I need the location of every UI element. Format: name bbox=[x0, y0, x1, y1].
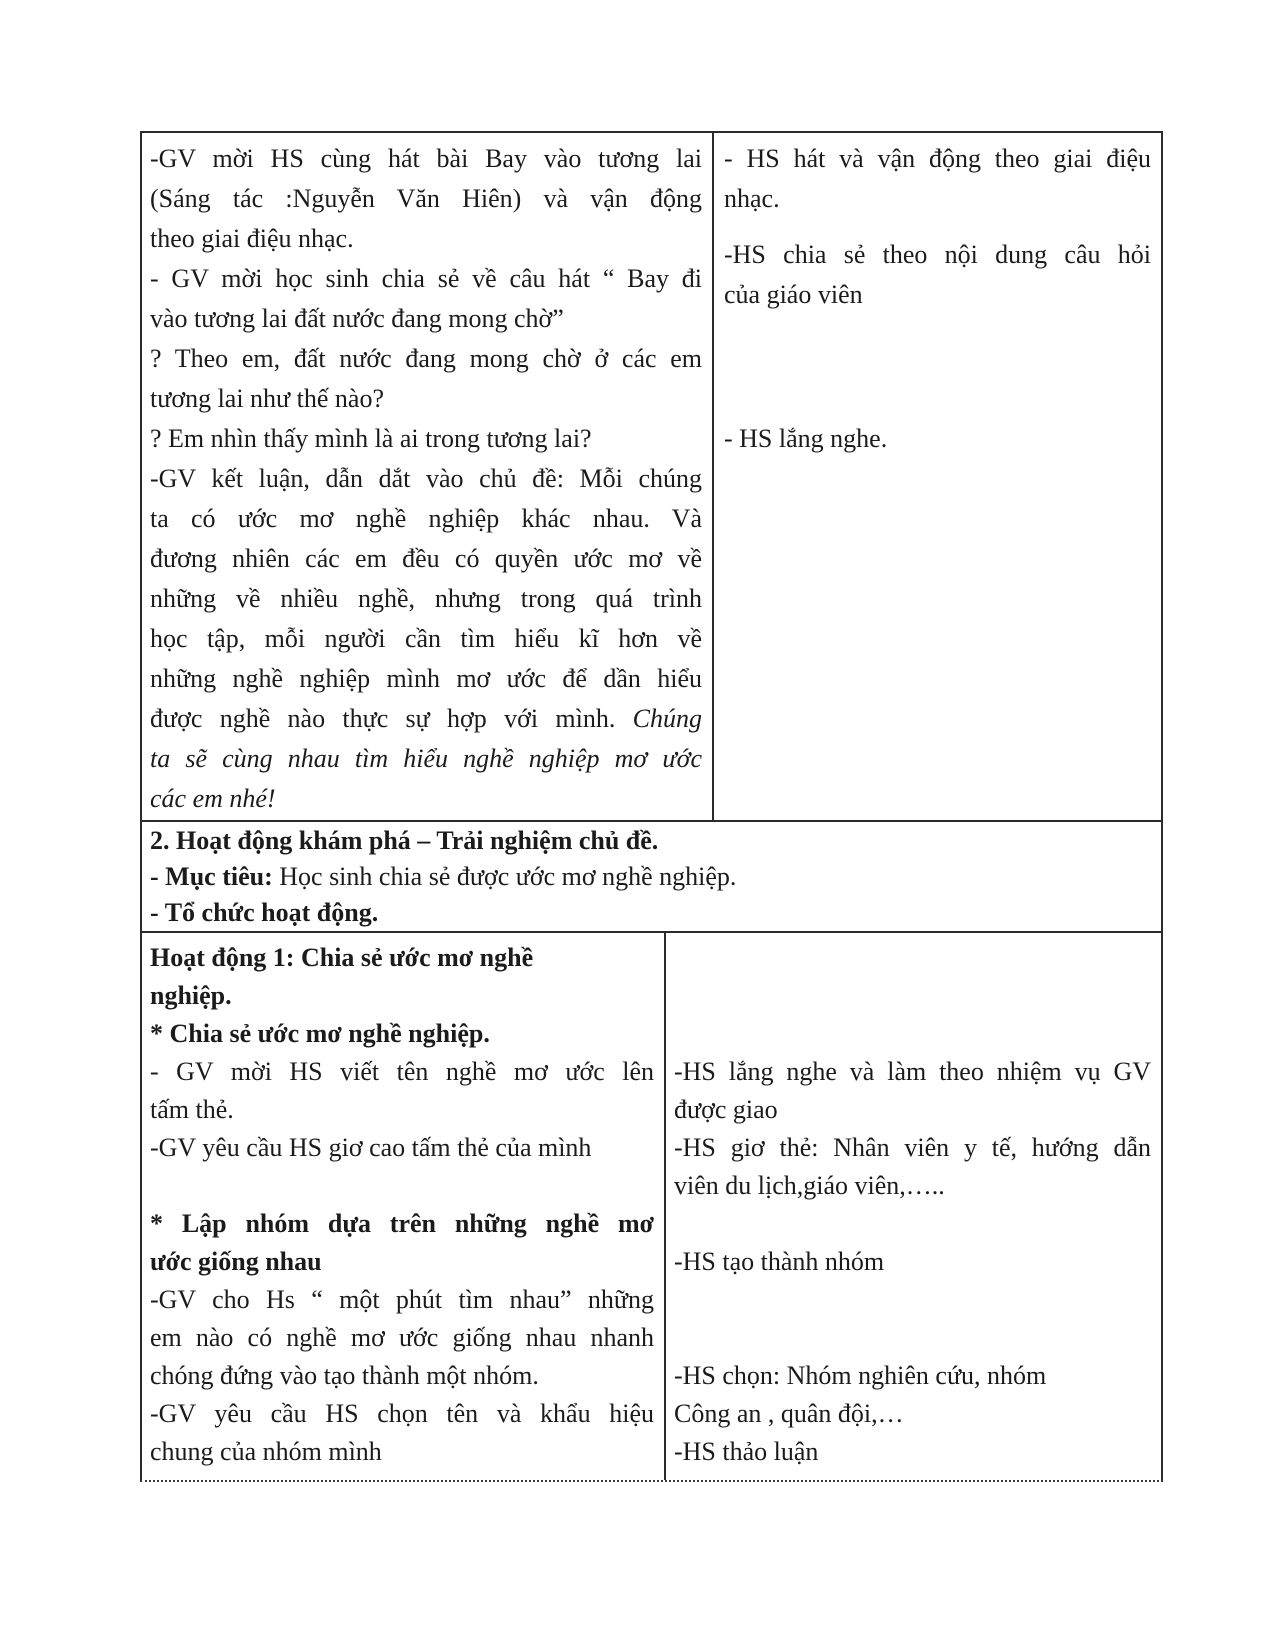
blank-line bbox=[674, 1319, 1151, 1357]
text-line bbox=[150, 739, 702, 779]
text-line bbox=[674, 1395, 1151, 1433]
text-line bbox=[150, 1243, 654, 1281]
text-line bbox=[150, 1395, 654, 1433]
text-line bbox=[150, 859, 1149, 895]
text-segment: chóng đứng vào tạo thành một nhóm. bbox=[150, 1361, 539, 1390]
text-line bbox=[674, 1053, 1151, 1091]
section2-header-cell bbox=[142, 822, 1161, 931]
text-segment: tấm thẻ. bbox=[150, 1095, 234, 1124]
text-line bbox=[150, 579, 702, 619]
text-segment: - Tổ chức hoạt động. bbox=[150, 898, 379, 927]
text-line bbox=[724, 419, 1151, 459]
blank-line bbox=[674, 1015, 1151, 1053]
text-segment: ước giống nhau bbox=[150, 1247, 322, 1276]
text-segment: của giáo viên bbox=[724, 280, 863, 309]
text-segment: ta có ước mơ nghề nghiệp khác nhau. Và bbox=[150, 504, 702, 533]
text-line bbox=[150, 539, 702, 579]
text-segment: - HS lắng nghe. bbox=[724, 424, 888, 453]
text-line bbox=[150, 339, 702, 379]
text-segment: -GV kết luận, dẫn dắt vào chủ đề: Mỗi chúng bbox=[150, 464, 702, 493]
text-segment: đương nhiên các em đều có quyền ước mơ về bbox=[150, 544, 702, 573]
text-line bbox=[674, 1167, 1151, 1205]
text-segment: - GV mời học sinh chia sẻ về câu hát “ Bay đi bbox=[150, 264, 702, 293]
warmup-gv-activities-cell bbox=[142, 133, 714, 820]
text-line bbox=[150, 459, 702, 499]
text-segment: -GV yêu cầu HS chọn tên và khẩu hiệu bbox=[150, 1399, 654, 1428]
text-line bbox=[150, 179, 702, 219]
text-segment: -HS giơ thẻ: Nhân viên y tế, hướng dẫn bbox=[674, 1133, 1151, 1162]
text-line bbox=[150, 139, 702, 179]
text-line bbox=[674, 1129, 1151, 1167]
text-line bbox=[150, 1281, 654, 1319]
text-segment: ? Theo em, đất nước đang mong chờ ở các em bbox=[150, 344, 702, 373]
row-warmup-activity bbox=[142, 133, 1161, 822]
text-line bbox=[150, 499, 702, 539]
text-line bbox=[150, 219, 702, 259]
text-segment: -HS chia sẻ theo nội dung câu hỏi bbox=[724, 240, 1151, 269]
text-segment: * Chia sẻ ước mơ nghề nghiệp. bbox=[150, 1019, 490, 1048]
text-segment: học tập, mỗi người cần tìm hiểu kĩ hơn về bbox=[150, 624, 702, 653]
text-line bbox=[674, 1091, 1151, 1129]
text-line bbox=[674, 1357, 1151, 1395]
text-segment: - HS hát và vận động theo giai điệu bbox=[724, 144, 1151, 173]
text-line bbox=[150, 1319, 654, 1357]
text-segment: viên du lịch,giáo viên,….. bbox=[674, 1171, 945, 1200]
text-segment: nghiệp. bbox=[150, 981, 232, 1010]
text-line bbox=[674, 1433, 1151, 1471]
text-segment: ? Em nhìn thấy mình là ai trong tương lai? bbox=[150, 424, 592, 453]
warmup-hs-activities-cell bbox=[714, 133, 1161, 820]
text-segment: (Sáng tác :Nguyễn Văn Hiên) và vận động bbox=[150, 184, 702, 213]
text-line bbox=[150, 699, 702, 739]
text-segment: Hoạt động 1: Chia sẻ ước mơ nghề bbox=[150, 943, 534, 972]
blank-line bbox=[150, 1167, 654, 1205]
text-line bbox=[150, 299, 702, 339]
text-segment: chung của nhóm mình bbox=[150, 1437, 382, 1466]
text-segment: những nghề nghiệp mình mơ ước để dần hiểu bbox=[150, 664, 702, 693]
text-line bbox=[150, 823, 1149, 859]
blank-line bbox=[674, 939, 1151, 977]
blank-line bbox=[674, 1281, 1151, 1319]
text-segment: - Mục tiêu: bbox=[150, 862, 280, 891]
text-segment: * Lập nhóm dựa trên những nghề mơ bbox=[150, 1209, 654, 1238]
text-segment: theo giai điệu nhạc. bbox=[150, 224, 354, 253]
text-line bbox=[674, 1243, 1151, 1281]
text-segment: -GV mời HS cùng hát bài Bay vào tương lai bbox=[150, 144, 702, 173]
text-segment: -GV yêu cầu HS giơ cao tấm thẻ của mình bbox=[150, 1133, 592, 1162]
text-line bbox=[150, 1015, 654, 1053]
text-segment: Công an , quân đội,… bbox=[674, 1399, 904, 1428]
text-line bbox=[150, 419, 702, 459]
text-segment: - GV mời HS viết tên nghề mơ ước lên bbox=[150, 1057, 654, 1086]
text-line bbox=[150, 977, 654, 1015]
text-segment: được giao bbox=[674, 1095, 778, 1124]
text-line bbox=[150, 659, 702, 699]
row-activity1 bbox=[142, 933, 1161, 1480]
lesson-plan-table bbox=[140, 131, 1163, 1482]
text-segment: -HS thảo luận bbox=[674, 1437, 819, 1466]
text-line bbox=[150, 619, 702, 659]
text-line bbox=[150, 1433, 654, 1471]
blank-line bbox=[674, 1205, 1151, 1243]
text-line bbox=[724, 139, 1151, 179]
text-segment: -HS chọn: Nhóm nghiên cứu, nhóm bbox=[674, 1361, 1047, 1390]
text-segment: những về nhiều nghề, nhưng trong quá trình bbox=[150, 584, 702, 613]
text-line bbox=[150, 259, 702, 299]
text-line bbox=[150, 1053, 654, 1091]
text-line bbox=[724, 235, 1151, 275]
text-line bbox=[150, 779, 702, 819]
text-line bbox=[150, 379, 702, 419]
text-line bbox=[724, 275, 1151, 315]
activity1-hs-cell bbox=[666, 933, 1161, 1480]
text-segment: nhạc. bbox=[724, 184, 780, 213]
text-line bbox=[150, 1129, 654, 1167]
text-segment: em nào có nghề mơ ước giống nhau nhanh bbox=[150, 1323, 654, 1352]
text-segment: -HS tạo thành nhóm bbox=[674, 1247, 885, 1276]
blank-line bbox=[674, 977, 1151, 1015]
text-line bbox=[150, 1091, 654, 1129]
text-segment: Học sinh chia sẻ được ước mơ nghề nghiệp. bbox=[279, 862, 737, 891]
text-segment: Chúng bbox=[632, 704, 702, 733]
text-segment: các em nhé! bbox=[150, 784, 276, 813]
text-line bbox=[150, 1357, 654, 1395]
text-segment: vào tương lai đất nước đang mong chờ” bbox=[150, 304, 564, 333]
text-segment: tương lai như thế nào? bbox=[150, 384, 384, 413]
text-line bbox=[150, 939, 654, 977]
text-segment: được nghề nào thực sự hợp với mình. bbox=[150, 704, 633, 733]
activity1-gv-cell bbox=[142, 933, 666, 1480]
text-segment: 2. Hoạt động khám phá – Trải nghiệm chủ đề. bbox=[150, 826, 659, 855]
row-section-header bbox=[142, 822, 1161, 933]
text-line bbox=[724, 179, 1151, 219]
text-line bbox=[150, 1205, 654, 1243]
text-line bbox=[150, 895, 1149, 931]
text-segment: -HS lắng nghe và làm theo nhiệm vụ GV bbox=[674, 1057, 1151, 1086]
text-segment: -GV cho Hs “ một phút tìm nhau” những bbox=[150, 1285, 654, 1314]
text-segment: ta sẽ cùng nhau tìm hiểu nghề nghiệp mơ ước bbox=[150, 744, 702, 773]
